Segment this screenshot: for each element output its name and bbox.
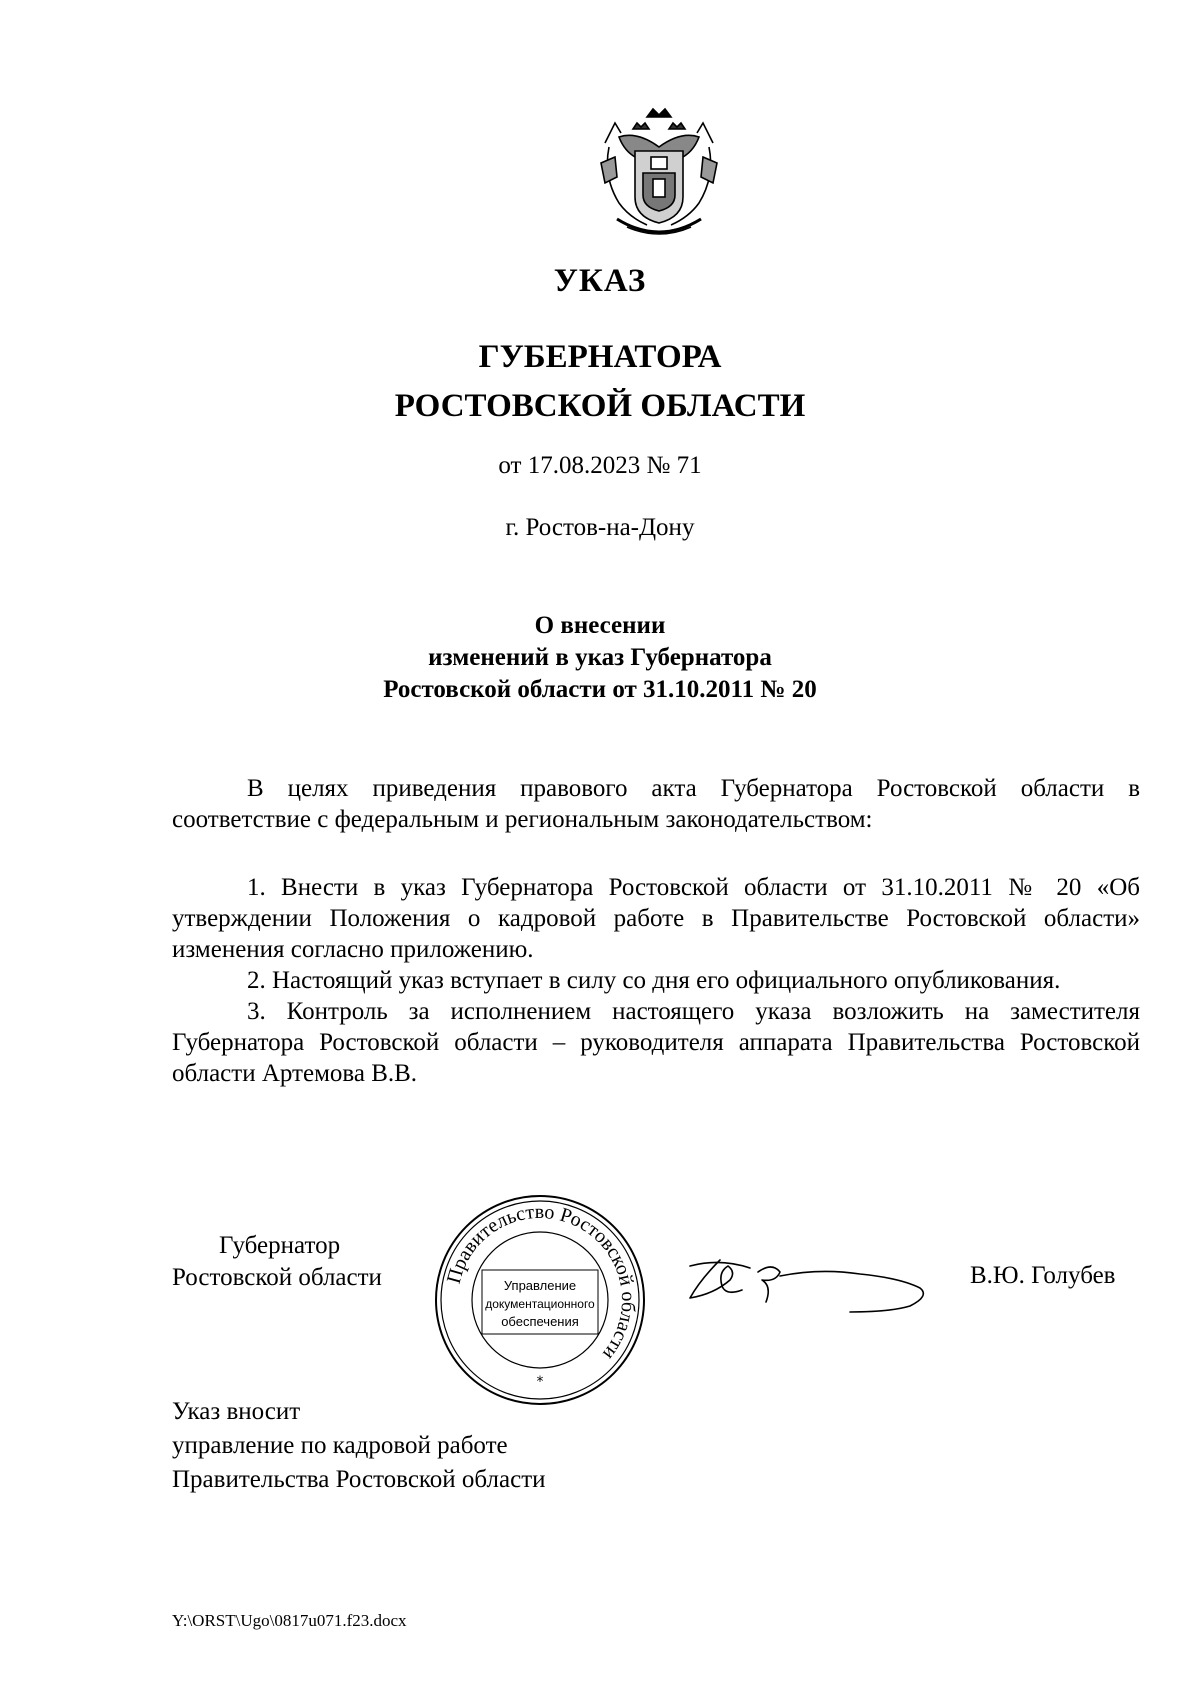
signatory-position-line-2: Ростовской области — [172, 1264, 382, 1291]
preamble-text: В целях приведения правового акта Губернатора Ростовской области в соответствие с федеральным и региональным законодательством: — [172, 775, 1140, 833]
introduced-by-block — [172, 1395, 546, 1497]
signatory-position-line-1: Губернатор — [219, 1232, 341, 1259]
decree-item: 2. Настоящий указ вступает в силу со дня его официального опубликования. — [247, 967, 1061, 994]
issuer-line-2: РОСТОВСКОЙ ОБЛАСТИ — [394, 388, 806, 424]
seal-star-icon: * — [536, 1374, 544, 1390]
introduced-by-line-3: Правительства Ростовской области — [172, 1466, 546, 1493]
seal-inner-line-1: Управление — [503, 1278, 577, 1293]
issuer-line-1: ГУБЕРНАТОРА — [478, 339, 722, 375]
introduced-by-line-2: управление по кадровой работе — [172, 1432, 508, 1459]
handwritten-signature — [680, 1236, 930, 1326]
document-heading — [0, 610, 1200, 706]
document-title: УКАЗ — [553, 263, 647, 299]
document-issuer — [0, 333, 1200, 431]
decree-item: 3. Контроль за исполнением настоящего указа возложить на заместителя Губернатора Ростовской области – руководителя аппарата Правительства Ростовской области Артемова В.В. — [172, 998, 1140, 1087]
heading-line-2: изменений в указ Губернатора — [428, 644, 772, 671]
coat-of-arms-icon — [597, 107, 721, 239]
signatory-name: В.Ю. Голубев — [970, 1262, 1116, 1289]
document-city: г. Ростов-на-Дону — [505, 514, 695, 541]
seal-inner-line-2: документационного — [485, 1297, 595, 1311]
seal-outer-text-path: Правительство Ростовской области — [442, 1200, 640, 1365]
preamble — [172, 773, 1140, 835]
decree-item: 1. Внести в указ Губернатора Ростовской области от 31.10.2011 № 20 «Об утверждении Положения о кадровой работе в Правительстве Ростовской области» изменения согласно приложению. — [172, 874, 1140, 963]
seal-inner-line-3: обеспечения — [501, 1314, 579, 1329]
official-seal-stamp — [430, 1190, 650, 1410]
introduced-by-line-1: Указ вносит — [172, 1398, 301, 1425]
decree-items — [172, 872, 1140, 1089]
heading-line-3: Ростовской области от 31.10.2011 № 20 — [383, 676, 817, 703]
signatory-position — [172, 1230, 382, 1294]
document-date-number: от 17.08.2023 № 71 — [498, 452, 702, 479]
footer-file-path: Y:\ORST\Ugo\0817u071.f23.docx — [172, 1611, 407, 1630]
heading-line-1: О внесении — [534, 612, 666, 639]
